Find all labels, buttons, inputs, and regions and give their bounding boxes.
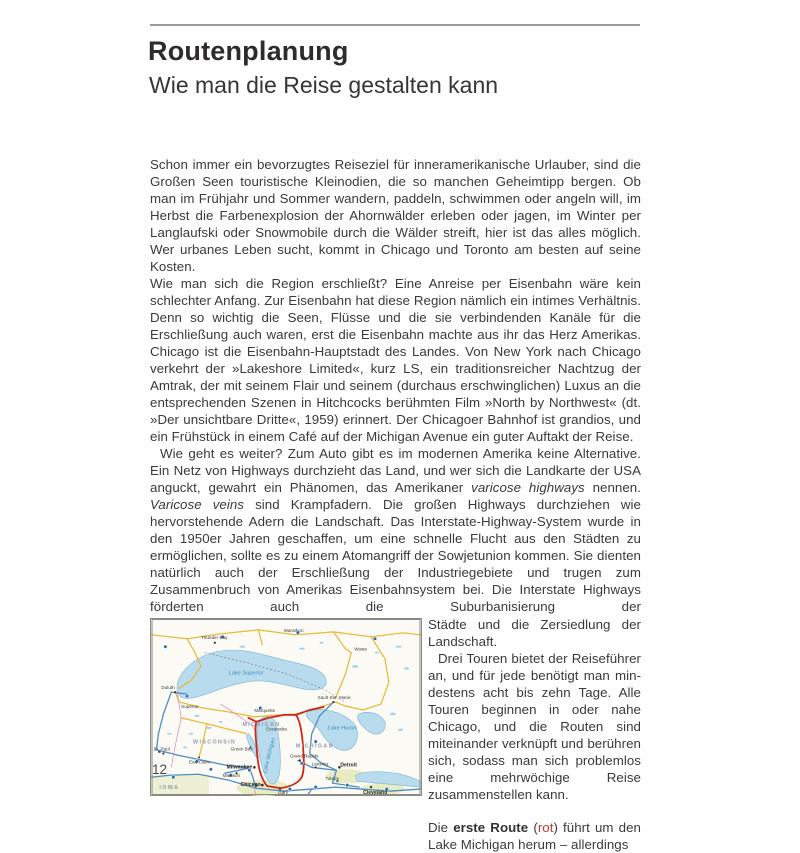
map-label: Lake Superior [228,670,264,677]
map-label: Gary [278,790,289,796]
map-label: WISCONSIN [193,739,237,746]
map-label: Thunder Bay [200,634,228,640]
interstate-shield-icon [164,645,168,649]
map-label: Escanaba [266,726,287,732]
map-label: Lansing [311,761,328,767]
interstate-shield-icon [288,787,292,791]
map-label: Sault Ste. Marie [317,695,351,701]
map-label: Marquette [254,707,276,713]
interstate-shield-icon [300,762,304,766]
interstate-shield-icon [185,694,189,698]
paragraph-first-route [428,819,641,853]
map-label: Madison [222,773,241,779]
map-label: Milwaukee [226,764,253,771]
paragraph-railway: Wie man sich die Region erschließt? Eine Anreise per Eisenbahn wäre kein schlechter Anfang. Zur Eisenbahn hat diese Region nämlich ein intimes Verhältnis. Denn so wichtig die Seen, Flüsse und die sie verbindenden Kanäle für die Erschließung auch waren, erst die Eisenbahn machte aus ihr das Herz Amerikas. Chicago ist die Eisenbahn-Hauptstadt des Landes. Von New York nach Chicago verkehrt der »Lakeshore Limited«, kurz LS, ein traditionsreicher Nachtzug der Amtrak, der mit seinem Flair und seinem (durchaus erschwinglichen) Luxus an die entsprechenden Szenen in Hitchcocks berühmten Film »North by Northwest« (dt. »Der unsichtbare Dritte«, 1959) erinnert. Der Chicagoer Bahnhof ist grandios, und ein Frühstück in einem Café auf der Michigan Avenue ein guter Auftakt der Reise. [150,276,641,444]
page-number: 12 [152,762,168,777]
page-subtitle: Wie man die Reise gestalten kann [149,72,499,98]
map-label: MICHIGAN [295,743,334,750]
map-label: IOWA [159,785,180,792]
map-label: Superior [181,703,199,709]
map-label: Toledo [325,776,340,782]
paragraph-highways-text-1: Wie geht es weiter? Zum Auto gibt es im modernen Amerika keine Alternative. Ein Netz von Highways durchzieht das Land, und wer sich die Landkarte der USA anguckt, gewahrt ein Phänomen, das Amerikaner [150,446,641,495]
paragraph-intro: Schon immer ein bevorzugtes Reiseziel für inneramerikanische Urlauber, sind die Großen Seen touristische Kleinodien, die so manchen Geheimtipp bergen. Ob man im Frühjahr und Sommer wandern, paddeln, schwimmen oder angeln will, im Herbst die Farbenexplosion der Ahornwälder erleben oder jagen, im Winter per Langlaufski oder Snowmobile durch die Wälder streift, hier ist das alles möglich. Wer urbanes Leben sucht, kommt in Chicago und Toronto am besten auf seine Kosten. [150,157,641,274]
first-route-text-1: Die [428,820,454,835]
header-rule [150,24,640,26]
first-route-text-3: ) führt um den Lake Michigan herum – allerdings [428,820,641,852]
map-label: Chicago [240,782,261,789]
interstate-shield-icon [373,637,377,641]
map-label: Green Bay [230,746,253,752]
interstate-shield-icon [346,783,350,787]
map-label: Duluth [161,685,175,691]
map-label: Grand Rapids [289,753,319,759]
map-label: Cleveland [363,790,388,797]
italic-varicose-highways: varicose highways [471,480,585,495]
map-figure [150,618,422,796]
italic-varicose-veins: Varicose veins [150,497,245,512]
right-text-column [428,616,641,853]
paragraph-highways-text-2: nennen. [584,480,641,495]
map-label: Lake Huron [327,725,357,732]
map-svg [151,619,421,795]
first-route-color-word: rot [537,820,554,835]
map-label: Marathon [284,627,304,633]
body-column [150,156,641,853]
map-label: Lake Michigan [262,737,277,774]
map-label: Detroit [340,762,357,769]
map-label: Wawa [354,646,367,652]
map-label: Eau Claire [189,759,211,765]
interstate-shield-icon [172,775,176,779]
paragraph-highways [150,445,641,615]
paragraph-highways-continued: Städte und die Zersiedlung der Landschaft. [428,617,641,649]
map-text-row [150,616,641,853]
first-route-bold: erste Route [453,820,529,835]
page-title: Routenplanung [148,36,349,66]
first-route-text-2: ( [528,820,538,835]
interstate-shield-icon [209,768,213,772]
paragraph-tours: Drei Touren bietet der Reiseführer an, und für jede benötigt man mindestens acht bis zehn Tage. Alle Touren beginnen in oder nahe Chicago, und die Routen sind miteinander verknüpft und berühren sich, sodass man sich problemlos eine mehrwöchige Reise zusammenstellen kann. [428,651,641,802]
map-label: St. Paul [153,746,170,752]
map-label: MICHIGAN [242,721,281,728]
paragraph-highways-text-3: sind Krampfadern. Die großen Highways durchziehen wie hervorstehende Adern die Landschaft. Das Interstate-Highway-System wurde in den 1950er Jahren geschaffen, um eine schnelle Flucht aus den Städten zu ermöglichen, sollte es zu einem Atomangriff der Sowjetunion kommen. Sie dienten natürlich auch der Erschließung der Industriegebiete und trugen zum Zusammenbruch von Amerikas Eisenbahnsystem bei. Die Interstate Highways förderten auch die Suburbanisierung der [150,497,641,614]
interstate-shield-icon [314,785,318,789]
